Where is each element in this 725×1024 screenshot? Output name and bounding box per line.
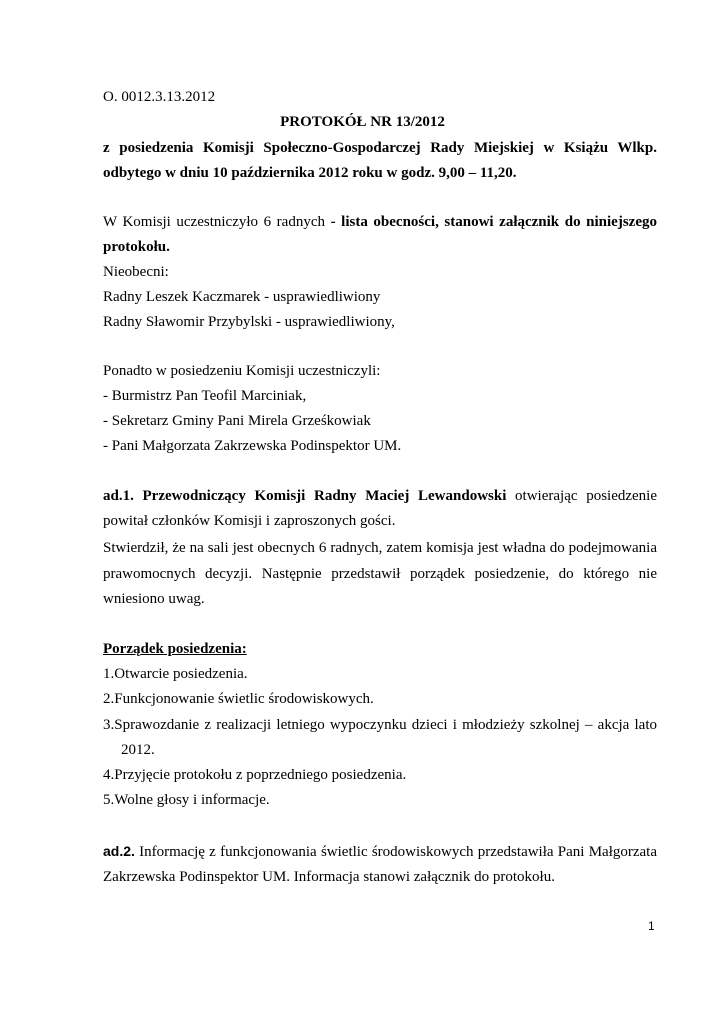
ad1-line-3: Stwierdził, że na sali jest obecnych 6 radnych, zatem komisja jest władna do podejmowania xyxy=(103,540,657,556)
agenda-heading: Porządek posiedzenia: xyxy=(103,641,247,657)
absent-member: Radny Leszek Kaczmarek - usprawiedliwiony xyxy=(103,289,381,305)
page-number: 1 xyxy=(648,919,655,933)
intro-line-2: odbytego w dniu 10 października 2012 roku w godz. 9,00 – 11,20. xyxy=(103,165,517,181)
ad2-line-2: Zakrzewska Podinspektor UM. Informacja stanowi załącznik do protokołu. xyxy=(103,869,555,885)
guest-item: - Burmistrz Pan Teofil Marciniak, xyxy=(103,388,307,404)
agenda-item: 5.Wolne głosy i informacje. xyxy=(103,792,270,808)
agenda-item: 1.Otwarcie posiedzenia. xyxy=(103,666,248,682)
ad1-line-1 xyxy=(103,487,657,505)
ad1-chairman: ad.1. Przewodniczący Komisji Radny Maciej Lewandowski xyxy=(103,488,507,504)
absent-label: Nieobecni: xyxy=(103,264,169,280)
agenda-item-continuation: 2012. xyxy=(121,742,155,758)
intro-line-1: z posiedzenia Komisji Społeczno-Gospodarczej Rady Miejskiej w Książu Wlkp. xyxy=(103,140,657,156)
agenda-item: 4.Przyjęcie protokołu z poprzedniego posiedzenia. xyxy=(103,767,407,783)
ad1-line-5: wniesiono uwag. xyxy=(103,591,205,607)
guest-item: - Sekretarz Gminy Pani Mirela Grześkowiak xyxy=(103,413,371,429)
agenda-item: 3.Sprawozdanie z realizacji letniego wypoczynku dzieci i młodzieży szkolnej – akcja lato xyxy=(103,717,657,733)
ad1-line-2: powitał członków Komisji i zaproszonych gości. xyxy=(103,513,396,529)
ad1-line-4: prawomocnych decyzji. Następnie przedstawił porządek posiedzenie, do którego nie xyxy=(103,566,657,582)
attendance-count: W Komisji uczestniczyło 6 radnych xyxy=(103,214,331,230)
attendance-line-1 xyxy=(103,213,657,231)
ad2-label: ad.2. xyxy=(103,843,135,859)
document-title: PROTOKÓŁ NR 13/2012 xyxy=(280,114,445,130)
guest-item: - Pani Małgorzata Zakrzewska Podinspektor UM. xyxy=(103,438,402,454)
document-reference: O. 0012.3.13.2012 xyxy=(103,89,216,105)
agenda-item: 2.Funkcjonowanie świetlic środowiskowych. xyxy=(103,691,374,707)
attendance-line-2: protokołu. xyxy=(103,239,170,255)
ad2-line-1 xyxy=(103,842,657,861)
attendance-note: - lista obecności, stanowi załącznik do niniejszego xyxy=(330,214,657,230)
ad1-opening: otwierając posiedzenie xyxy=(506,488,657,504)
guests-intro: Ponadto w posiedzeniu Komisji uczestniczyli: xyxy=(103,363,381,379)
absent-member: Radny Sławomir Przybylski - usprawiedliwiony, xyxy=(103,314,395,330)
ad2-text: Informację z funkcjonowania świetlic środowiskowych przedstawiła Pani Małgorzata xyxy=(134,844,657,860)
